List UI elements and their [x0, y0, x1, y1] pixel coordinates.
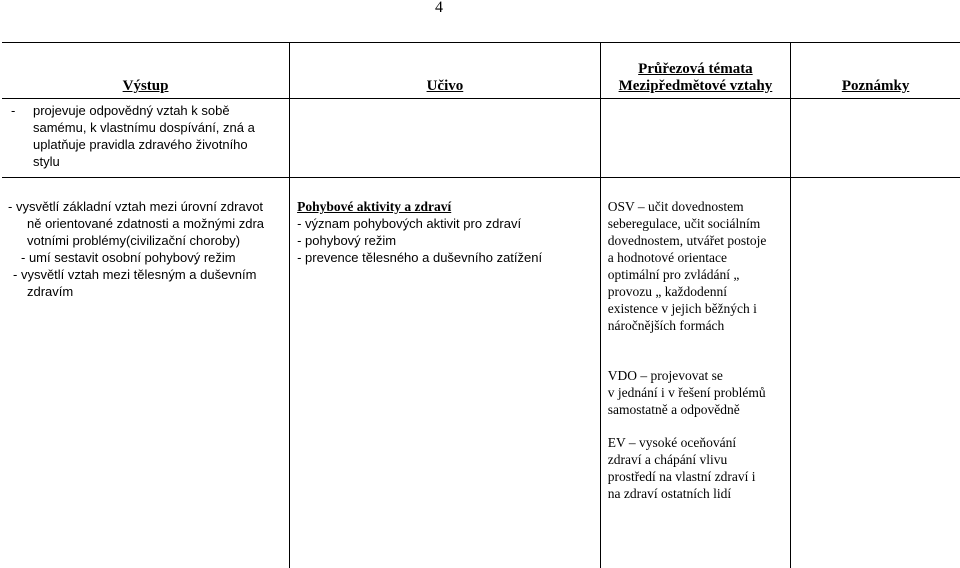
cross-topic-line: optimální pro zvládání „ — [608, 266, 790, 283]
page-number: 4 — [435, 0, 443, 16]
cross-topic-osv — [608, 198, 790, 334]
cross-topic-line: dovednostem, utvářet postoje — [608, 232, 790, 249]
header-output: Výstup — [2, 43, 290, 99]
cross-topic-line: zdraví a chápání vlivu — [608, 451, 790, 468]
header-notes: Poznámky — [791, 43, 960, 99]
cross-topic-line: VDO – projevovat se — [608, 367, 790, 384]
output-line: uplatňuje pravidla zdravého životního — [33, 136, 289, 153]
cross-topic-line: seberegulace, učit sociálním — [608, 215, 790, 232]
curriculum-cell — [290, 178, 601, 568]
output-list — [2, 198, 289, 300]
output-line: - vysvětlí základní vztah mezi úrovní zdravot — [8, 198, 289, 215]
output-line: samému, k vlastnímu dospívání, zná a — [33, 119, 289, 136]
cross-topic-line: a hodnotové orientace — [608, 249, 790, 266]
cross-topic-line: náročnějších formách — [608, 317, 790, 334]
cross-topic-line: samostatně a odpovědně — [608, 401, 790, 418]
header-cross-topics-line1: Průřezová témata — [638, 61, 753, 77]
table-row — [2, 99, 960, 178]
cross-topic-line: OSV – učit dovednostem — [608, 198, 790, 215]
output-cell — [2, 178, 290, 568]
cross-topics-cell — [600, 99, 790, 178]
curriculum-cell — [290, 99, 601, 178]
header-row — [2, 43, 960, 99]
cross-topic-line: prostředí na vlastní zdraví i — [608, 468, 790, 485]
header-cross-topics — [600, 43, 790, 99]
header-curriculum: Učivo — [290, 43, 601, 99]
output-line: - umí sestavit osobní pohybový režim — [8, 249, 289, 266]
cross-topic-line: existence v jejich běžných i — [608, 300, 790, 317]
output-line: stylu — [33, 153, 289, 170]
header-cross-topics-line2: Mezipředmětové vztahy — [619, 78, 773, 94]
list-dash: - — [11, 102, 15, 119]
notes-cell — [791, 178, 960, 568]
output-line: ně orientované zdatnosti a možnými zdra — [8, 215, 289, 232]
cross-topic-line: provozu „ každodenní — [608, 283, 790, 300]
cross-topic-ev — [608, 434, 790, 502]
table-row — [2, 178, 960, 568]
topic-title: Pohybové aktivity a zdraví — [297, 198, 600, 215]
output-cell — [2, 99, 290, 178]
cross-topic-line: na zdraví ostatních lidí — [608, 485, 790, 502]
notes-cell — [791, 99, 960, 178]
cross-topic-vdo — [608, 367, 790, 418]
cross-topics-cell — [600, 178, 790, 568]
curriculum-item: - pohybový režim — [297, 232, 600, 249]
cross-topic-line: EV – vysoké oceňování — [608, 434, 790, 451]
output-line: - vysvětlí vztah mezi tělesným a duševním — [8, 266, 289, 283]
output-line: zdravím — [8, 283, 289, 300]
output-line: projevuje odpovědný vztah k sobě — [33, 102, 289, 119]
cross-topic-line: v jednání i v řešení problémů — [608, 384, 790, 401]
curriculum-item: - význam pohybových aktivit pro zdraví — [297, 215, 600, 232]
curriculum-table — [2, 42, 960, 568]
output-line: votními problémy(civilizační choroby) — [8, 232, 289, 249]
curriculum-item: - prevence tělesného a duševního zatížení — [297, 249, 600, 266]
